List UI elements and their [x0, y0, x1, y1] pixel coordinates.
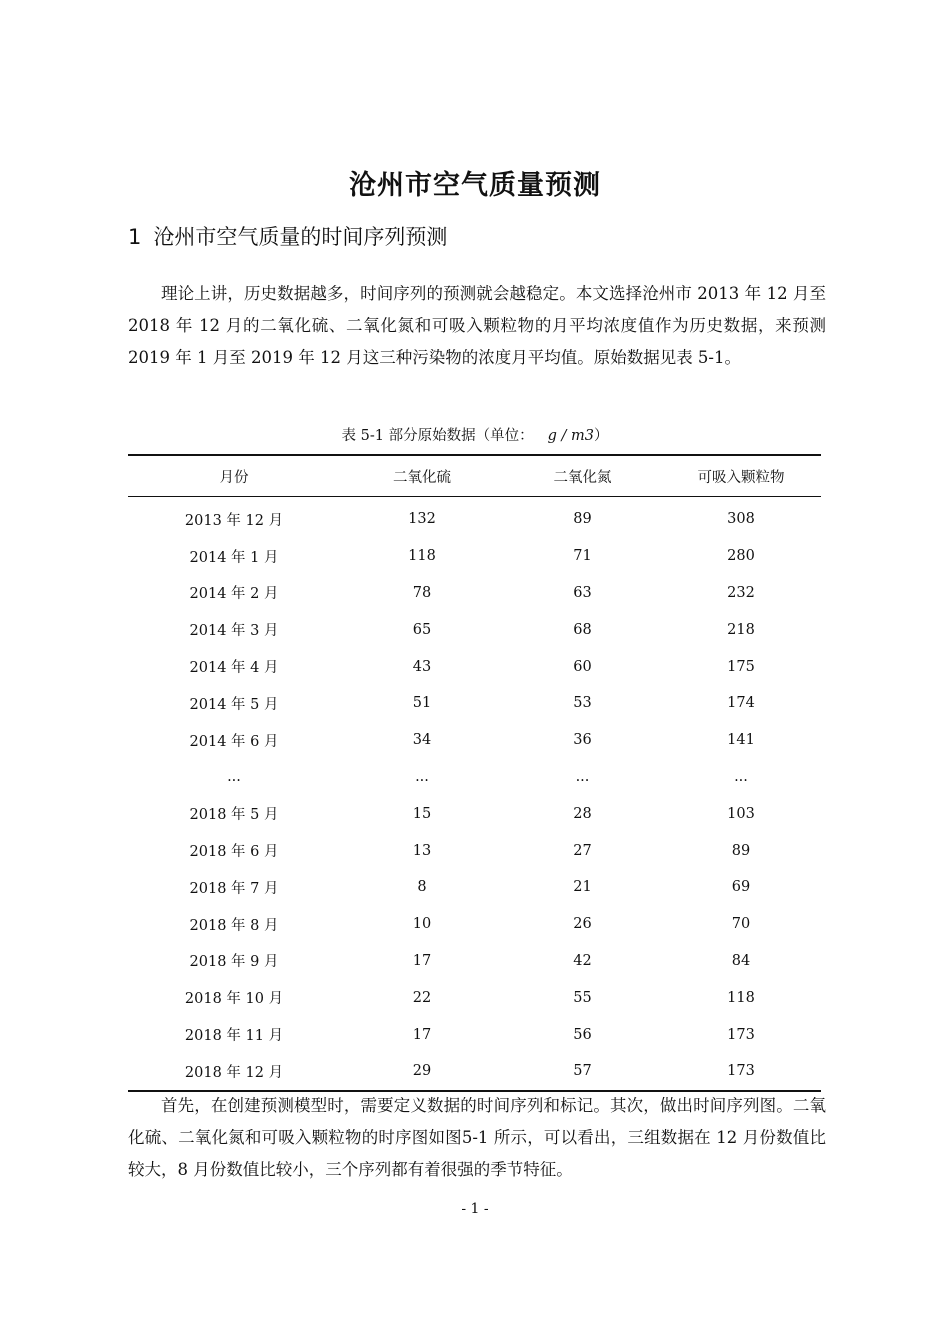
cell-no2: 27 [573, 842, 592, 859]
cell-pm10: 103 [727, 805, 755, 822]
cell-no2: 60 [573, 658, 592, 675]
cell-so2: 13 [412, 842, 432, 859]
column-header-so2: 二氧化硫 [393, 469, 451, 486]
cell-pm10: 218 [727, 621, 755, 638]
cell-month: 2018 年 8 月 [189, 917, 279, 934]
table-row [128, 869, 821, 906]
cell-no2: 71 [573, 548, 592, 565]
cell-pm10: 141 [727, 732, 755, 749]
table-caption-text: 表 5-1 部分原始数据（单位： [341, 428, 534, 444]
cell-pm10: 280 [727, 548, 755, 565]
cell-month: 2014 年 4 月 [189, 660, 279, 677]
cell-month: 2018 年 12 月 [184, 1064, 284, 1081]
cell-no2: 21 [573, 879, 592, 896]
table-row [128, 648, 821, 685]
column-header-no2: 二氧化氮 [553, 469, 612, 486]
table-row [128, 795, 821, 832]
cell-month: 2014 年 6 月 [189, 733, 279, 750]
cell-so2: 118 [408, 548, 436, 565]
cell-pm10: 175 [727, 658, 755, 675]
cell-month: 2014 年 2 月 [189, 586, 279, 603]
cell-so2: 17 [412, 952, 432, 969]
cell-month: 2018 年 10 月 [184, 991, 284, 1008]
table-caption [0, 424, 950, 448]
cell-so2: 43 [412, 658, 432, 675]
cell-month: 2018 年 5 月 [189, 807, 279, 824]
cell-pm10: 69 [731, 879, 751, 896]
cell-month: 2018 年 6 月 [189, 844, 279, 861]
table-caption-close: ） [593, 428, 609, 444]
cell-no2: 55 [573, 989, 592, 1006]
cell-no2: 28 [573, 805, 592, 822]
cell-month: 2018 年 7 月 [189, 880, 279, 897]
table-row [128, 759, 821, 796]
page-number: - 1 - [461, 1201, 489, 1217]
cell-so2: 15 [412, 805, 432, 822]
table-row [128, 1053, 821, 1091]
cell-month: 2013 年 12 月 [184, 512, 284, 529]
cell-month: 2014 年 1 月 [189, 549, 279, 566]
table-header-row [128, 455, 821, 497]
cell-month: 2014 年 3 月 [189, 623, 279, 640]
cell-so2: 29 [412, 1063, 432, 1080]
table-row [128, 722, 821, 759]
cell-no2: 42 [573, 952, 592, 969]
table-row [128, 538, 821, 575]
table-row [128, 575, 821, 612]
data-table [128, 454, 821, 1092]
cell-no2: 53 [573, 695, 592, 712]
table-row [128, 611, 821, 648]
column-header-pm10: 可吸入颗粒物 [697, 469, 785, 486]
cell-so2: 34 [412, 732, 432, 749]
table-row [128, 979, 821, 1016]
cell-so2: 65 [412, 621, 432, 638]
section-number: 1 [128, 225, 142, 249]
cell-pm10: 173 [727, 1063, 755, 1080]
cell-pm10: 118 [727, 989, 755, 1006]
cell-no2: 68 [573, 621, 592, 638]
cell-pm10: 173 [727, 1026, 755, 1043]
cell-no2: 57 [573, 1063, 592, 1080]
cell-no2: 56 [573, 1026, 592, 1043]
page-title: 沧州市空气质量预测 [349, 170, 601, 202]
cell-pm10: ... [734, 768, 748, 785]
table-row [128, 685, 821, 722]
cell-pm10: 232 [727, 584, 755, 601]
table-row [128, 906, 821, 943]
cell-month: 2018 年 11 月 [184, 1028, 284, 1045]
intro-paragraph: 理论上讲，历史数据越多，时间序列的预测就会越稳定。本文选择沧州市 2013 年 12 月至 2018 年 12 月的二氧化硫、二氧化氮和可吸入颗粒物的月平均浓度值作为历史数据，来预测 2019 年 1 月至 2019 年 12 月这三种污染物的浓度月平均值。原始数据见表 5-1。 [128, 284, 826, 367]
cell-no2: 36 [573, 732, 592, 749]
cell-no2: 89 [573, 511, 592, 528]
section-heading [128, 221, 447, 253]
cell-month: 2018 年 9 月 [189, 954, 279, 971]
cell-so2: 132 [408, 511, 436, 528]
cell-pm10: 84 [731, 952, 751, 969]
cell-so2: 22 [412, 989, 432, 1006]
cell-so2: ... [415, 768, 429, 785]
table-caption-unit: g / m3 [547, 428, 594, 444]
table-row [128, 943, 821, 980]
table-row [128, 1016, 821, 1053]
cell-month: ... [227, 768, 241, 785]
cell-so2: 10 [412, 916, 432, 933]
table-row [128, 832, 821, 869]
cell-so2: 17 [412, 1026, 432, 1043]
cell-so2: 51 [412, 695, 432, 712]
cell-no2: ... [575, 768, 590, 785]
table-body [128, 497, 821, 1091]
cell-no2: 26 [573, 916, 592, 933]
table-row [128, 497, 821, 538]
cell-pm10: 70 [731, 916, 751, 933]
analysis-paragraph: 首先，在创建预测模型时，需要定义数据的时间序列和标记。其次，做出时间序列图。二氧化硫、二氧化氮和可吸入颗粒物的时序图如图5-1 所示，可以看出，三组数据在 12 月份数值比较大，8 月份数值比较小，三个序列都有着很强的季节特征。 [128, 1096, 826, 1179]
cell-so2: 78 [412, 584, 432, 601]
column-header-month: 月份 [219, 469, 249, 486]
cell-no2: 63 [573, 584, 592, 601]
cell-pm10: 89 [731, 842, 751, 859]
section-title: 沧州市空气质量的时间序列预测 [153, 225, 448, 249]
cell-so2: 8 [417, 879, 427, 896]
cell-month: 2014 年 5 月 [189, 696, 279, 713]
cell-pm10: 308 [727, 511, 755, 528]
cell-pm10: 174 [727, 695, 755, 712]
